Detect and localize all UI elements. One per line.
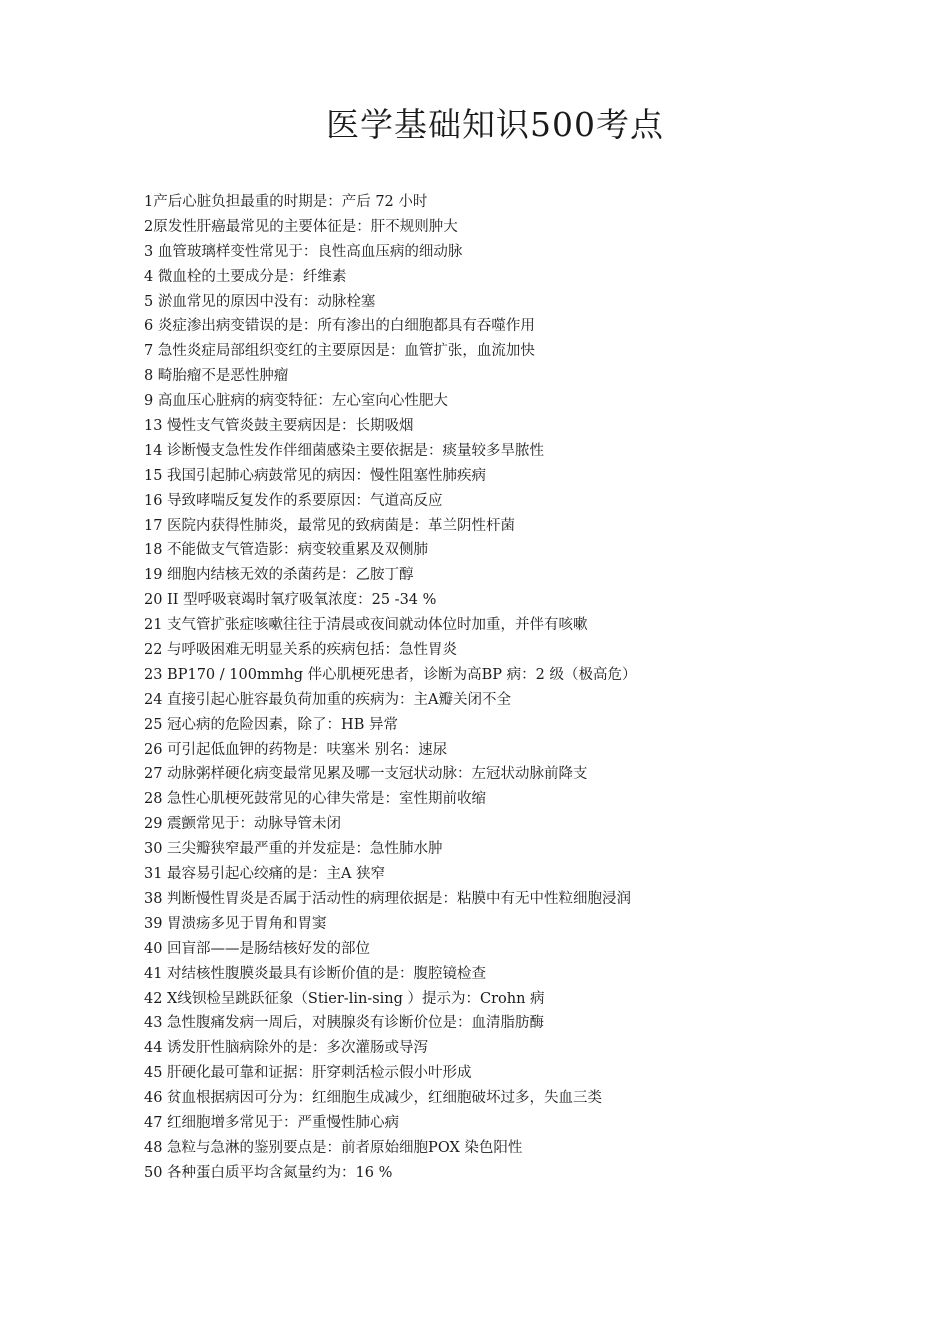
- list-item: 6 炎症渗出病变错误的是：所有渗出的白细胞都具有吞噬作用: [144, 318, 535, 335]
- list-item: 8 畸胎瘤不是恶性肿瘤: [144, 368, 289, 385]
- list-item: 50 各种蛋白质平均含氮量约为：16 %: [144, 1164, 393, 1181]
- list-item: 27 动脉粥样硬化病变最常见累及哪一支冠状动脉：左冠状动脉前降支: [144, 766, 588, 783]
- list-item: 31 最容易引起心绞痛的是：主A 狭窄: [144, 866, 386, 883]
- list-item: 21 支气管扩张症咳嗽往往于清晨或夜间就动体位时加重，并伴有咳嗽: [144, 617, 588, 634]
- list-item: 1产后心脏负担最重的时期是：产后 72 小时: [144, 194, 428, 210]
- list-item: 39 胃溃疡多见于胃角和胃窦: [144, 915, 327, 932]
- list-item: 16 导致哮喘反复发作的系要原因：气道高反应: [144, 492, 443, 509]
- list-item: 41 对结核性腹膜炎最具有诊断价值的是：腹腔镜检查: [144, 965, 487, 982]
- list-item: 18 不能做支气管造影：病变较重累及双侧肺: [144, 542, 429, 559]
- list-item: 42 X线钡检呈跳跃征象（Stier-lin-sing ）提示为：Crohn 病: [144, 990, 545, 1007]
- list-item: 46 贫血根据病因可分为：红细胞生成减少，红细胞破坏过多，失血三类: [144, 1090, 603, 1107]
- list-item: 23 BP170 / 100mmhg 伴心肌梗死患者，诊断为高BP 病：2 级（极高危）: [144, 666, 637, 683]
- list-item: 38 判断慢性胃炎是否属于活动性的病理依据是：粘膜中有无中性粒细胞浸润: [144, 890, 632, 907]
- list-item: 14 诊断慢支急性发作伴细菌感染主要依据是：痰量较多旱脓性: [144, 442, 545, 459]
- list-item: 4 微血栓的土要成分是：纤维素: [144, 268, 347, 285]
- list-item: 20 II 型呼吸衰竭时氧疗吸氧浓度：25 -34 %: [144, 592, 437, 609]
- list-item: 17 医院内获得性肺炎，最常见的致病菌是：革兰阴性杆菌: [144, 517, 516, 534]
- list-item: 13 慢性支气管炎鼓主要病因是：长期吸烟: [144, 418, 414, 435]
- page-title: 医学基础知识500考点: [326, 105, 664, 144]
- list-item: 25 冠心病的危险因素，除了：HB 异常: [144, 716, 398, 733]
- list-item: 47 红细胞增多常见于：严重慢性肺心病: [144, 1114, 400, 1131]
- list-item: 2原发性肝癌最常见的主要体征是：肝不规则肿大: [144, 218, 458, 235]
- list-item: 28 急性心肌梗死鼓常见的心律失常是：室性期前收缩: [144, 791, 487, 808]
- list-item: 19 细胞内结核无效的杀菌药是：乙胺丁醇: [144, 567, 414, 584]
- list-item: 44 诱发肝性脑病除外的是：多次灌肠或导泻: [144, 1040, 429, 1057]
- list-item: 9 高血压心脏病的病变特征：左心室向心性肥大: [144, 393, 448, 410]
- list-item: 5 淤血常见的原因中没有：动脉栓塞: [144, 293, 376, 310]
- list-item: 3 血管玻璃样变性常见于：良性高血压病的细动脉: [144, 243, 463, 260]
- list-item: 43 急性腹痛发病一周后，对胰腺炎有诊断价位是：血清脂肪酶: [144, 1015, 545, 1032]
- list-item: 24 直接引起心脏容最负荷加重的疾病为：主A瓣关闭不全: [144, 691, 512, 708]
- list-item: 29 震颤常见于：动脉导管未闭: [144, 816, 342, 833]
- list-item: 45 肝硬化最可靠和证据：肝穿刺活检示假小叶形成: [144, 1065, 472, 1082]
- list-item: 48 急粒与急淋的鉴别要点是：前者原始细胞POX 染色阳性: [144, 1139, 523, 1156]
- knowledge-point-list: [144, 190, 904, 1186]
- list-item: 22 与呼吸困难无明显关系的疾病包括：急性胃炎: [144, 642, 458, 659]
- list-item: 15 我国引起肺心病鼓常见的病因：慢性阻塞性肺疾病: [144, 467, 487, 484]
- list-item: 7 急性炎症局部组织变红的主要原因是：血管扩张，血流加快: [144, 343, 535, 360]
- list-item: 30 三尖瓣狭窄最严重的并发症是：急性肺水肿: [144, 841, 443, 858]
- list-item: 26 可引起低血钾的药物是：呋塞米 别名：速尿: [144, 741, 448, 758]
- list-item: 40 回盲部——是肠结核好发的部位: [144, 940, 371, 957]
